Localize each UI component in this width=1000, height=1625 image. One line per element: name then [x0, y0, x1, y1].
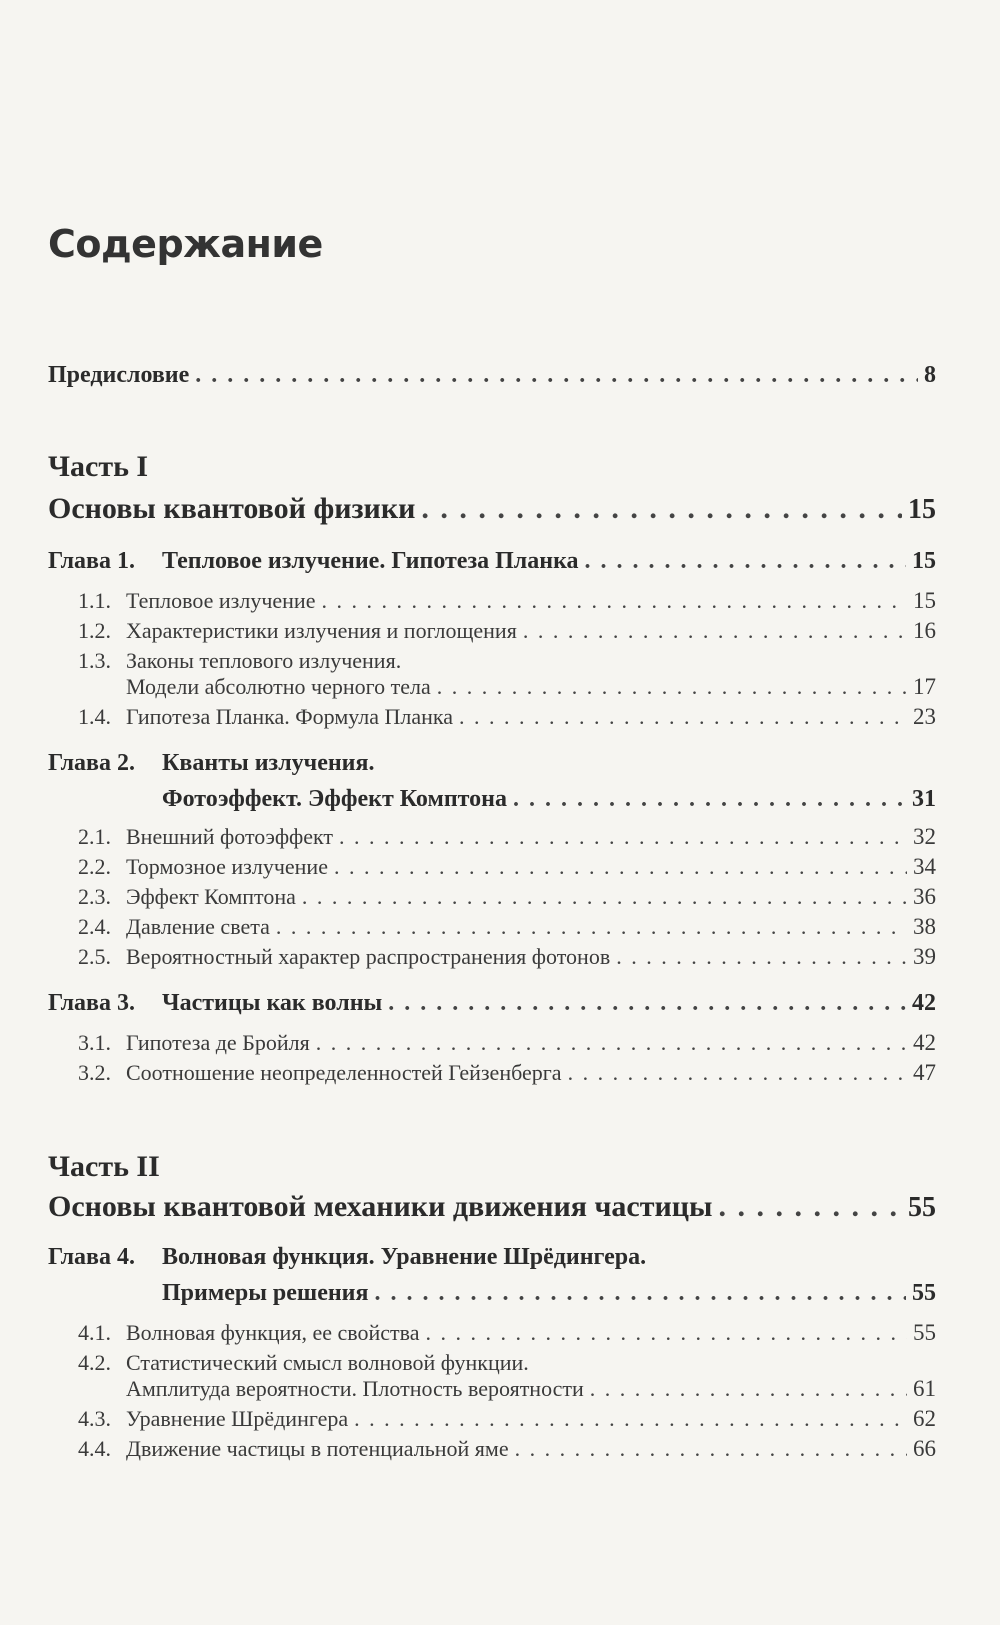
dot-leader	[339, 824, 907, 850]
page-number: 31	[912, 786, 936, 812]
section-title: Соотношение неопределенностей Гейзенберга	[126, 1060, 562, 1085]
section-number: 3.2.	[78, 1060, 111, 1085]
chapter-title: Кванты излучения.	[162, 750, 375, 776]
dot-leader	[523, 618, 907, 644]
page-number: 61	[913, 1376, 936, 1401]
part-title: Основы квантовой физики	[48, 492, 416, 525]
page-number: 36	[913, 884, 936, 909]
section-title: Внешний фотоэффект	[126, 824, 334, 849]
dot-leader	[316, 1030, 907, 1056]
page-number: 23	[913, 704, 936, 729]
page-number: 47	[913, 1060, 936, 1085]
toc-entry-section-4-2-continued[interactable]	[78, 1376, 936, 1402]
toc-entry-section-4-1[interactable]	[78, 1320, 936, 1346]
toc-entry-chapter-2[interactable]	[48, 750, 374, 777]
page-number: 62	[913, 1406, 936, 1431]
section-number: 1.1.	[78, 588, 111, 613]
part-label: Часть I	[48, 450, 149, 483]
section-number: 4.3.	[78, 1406, 111, 1431]
toc-entry-section-1-2[interactable]	[78, 618, 936, 644]
chapter-title: Тепловое излучение. Гипотеза Планка	[162, 548, 579, 574]
section-title: Статистический смысл волновой функции.	[126, 1350, 529, 1375]
toc-entry-section-2-4[interactable]	[78, 914, 936, 940]
toc-entry-chapter-4-continued[interactable]	[162, 1280, 936, 1307]
toc-entry-chapter-3[interactable]	[48, 990, 936, 1017]
page-number: 15	[908, 494, 936, 525]
section-title: Эффект Комптона	[126, 884, 296, 909]
dot-leader	[195, 362, 918, 389]
chapter-prefix: Глава 4.	[48, 1244, 135, 1270]
dot-leader	[590, 1376, 907, 1402]
page-number: 32	[913, 824, 936, 849]
chapter-prefix: Глава 1.	[48, 548, 135, 574]
dot-leader	[459, 704, 907, 730]
page-number: 15	[913, 588, 936, 613]
part-title: Основы квантовой механики движения частицы	[48, 1190, 713, 1223]
section-title: Характеристики излучения и поглощения	[126, 618, 517, 643]
page-number: 8	[924, 362, 936, 388]
section-title: Волновая функция, ее свойства	[126, 1320, 420, 1345]
section-title: Гипотеза де Бройля	[126, 1030, 310, 1055]
page-number: 34	[913, 854, 936, 879]
section-number: 2.5.	[78, 944, 111, 969]
page-number: 15	[912, 548, 936, 574]
dot-leader	[437, 674, 907, 700]
page-number: 17	[913, 674, 936, 699]
toc-entry-section-2-3[interactable]	[78, 884, 936, 910]
page-number: 55	[912, 1280, 936, 1306]
page-number: 16	[913, 618, 936, 643]
page-number: 42	[912, 990, 936, 1016]
dot-leader	[334, 854, 907, 880]
page-number: 39	[913, 944, 936, 969]
page-number: 38	[913, 914, 936, 939]
dot-leader	[354, 1406, 907, 1432]
chapter-title-continued: Примеры решения	[162, 1280, 369, 1306]
chapter-prefix: Глава 2.	[48, 750, 135, 776]
section-title: Вероятностный характер распространения фотонов	[126, 944, 611, 969]
dot-leader	[276, 914, 907, 940]
preface-label: Предисловие	[48, 362, 190, 388]
section-number: 4.4.	[78, 1436, 111, 1461]
page-number: 42	[913, 1030, 936, 1055]
chapter-prefix: Глава 3.	[48, 990, 135, 1016]
section-title: Законы теплового излучения.	[126, 648, 402, 673]
dot-leader	[388, 990, 906, 1017]
dot-leader	[421, 492, 902, 526]
section-title-continued: Модели абсолютно черного тела	[126, 674, 431, 699]
part-label: Часть II	[48, 1150, 160, 1183]
toc-entry-section-3-2[interactable]	[78, 1060, 936, 1086]
chapter-title: Частицы как волны	[162, 990, 383, 1016]
dot-leader	[585, 548, 906, 575]
toc-entry-chapter-2-continued[interactable]	[162, 786, 936, 813]
dot-leader	[616, 944, 907, 970]
toc-entry-preface[interactable]	[48, 362, 936, 389]
section-number: 2.2.	[78, 854, 111, 879]
toc-entry-part-2[interactable]	[48, 1190, 936, 1224]
toc-entry-section-1-1[interactable]	[78, 588, 936, 614]
toc-entry-section-2-5[interactable]	[78, 944, 936, 970]
page-number: 55	[913, 1320, 936, 1345]
toc-entry-section-2-2[interactable]	[78, 854, 936, 880]
dot-leader	[513, 786, 906, 813]
section-number: 2.1.	[78, 824, 111, 849]
dot-leader	[426, 1320, 908, 1346]
section-number: 3.1.	[78, 1030, 111, 1055]
dot-leader	[568, 1060, 907, 1086]
section-number: 1.2.	[78, 618, 111, 643]
section-number: 1.3.	[78, 648, 111, 673]
section-number: 4.2.	[78, 1350, 111, 1375]
toc-entry-section-1-4[interactable]	[78, 704, 936, 730]
section-title: Тепловое излучение	[126, 588, 316, 613]
section-title: Гипотеза Планка. Формула Планка	[126, 704, 454, 729]
section-title: Уравнение Шрёдингера	[126, 1406, 349, 1431]
toc-entry-section-4-3[interactable]	[78, 1406, 936, 1432]
section-number: 1.4.	[78, 704, 111, 729]
toc-entry-section-1-3[interactable]	[78, 648, 401, 674]
section-title: Движение частицы в потенциальной яме	[126, 1436, 509, 1461]
section-title: Тормозное излучение	[126, 854, 328, 879]
toc-entry-section-4-4[interactable]	[78, 1436, 936, 1462]
toc-entry-section-1-3-continued[interactable]	[78, 674, 936, 700]
dot-leader	[515, 1436, 907, 1462]
page-number: 55	[908, 1192, 936, 1223]
toc-entry-chapter-4[interactable]	[48, 1244, 646, 1271]
dot-leader	[718, 1190, 902, 1224]
toc-entry-chapter-1[interactable]	[48, 548, 936, 575]
toc-entry-section-2-1[interactable]	[78, 824, 936, 850]
toc-entry-part-1[interactable]	[48, 492, 936, 526]
section-number: 2.3.	[78, 884, 111, 909]
toc-entry-section-4-2[interactable]	[78, 1350, 529, 1376]
toc-entry-section-3-1[interactable]	[78, 1030, 936, 1056]
chapter-title-continued: Фотоэффект. Эффект Комптона	[162, 786, 507, 812]
page-title: Содержание	[48, 222, 323, 266]
page-number: 66	[913, 1436, 936, 1461]
dot-leader	[302, 884, 907, 910]
dot-leader	[374, 1280, 906, 1307]
section-number: 4.1.	[78, 1320, 111, 1345]
section-title-continued: Амплитуда вероятности. Плотность вероятности	[126, 1376, 584, 1401]
dot-leader	[321, 588, 907, 614]
section-title: Давление света	[126, 914, 270, 939]
section-number: 2.4.	[78, 914, 111, 939]
toc-page	[48, 0, 936, 1625]
chapter-title: Волновая функция. Уравнение Шрёдингера.	[162, 1244, 647, 1270]
